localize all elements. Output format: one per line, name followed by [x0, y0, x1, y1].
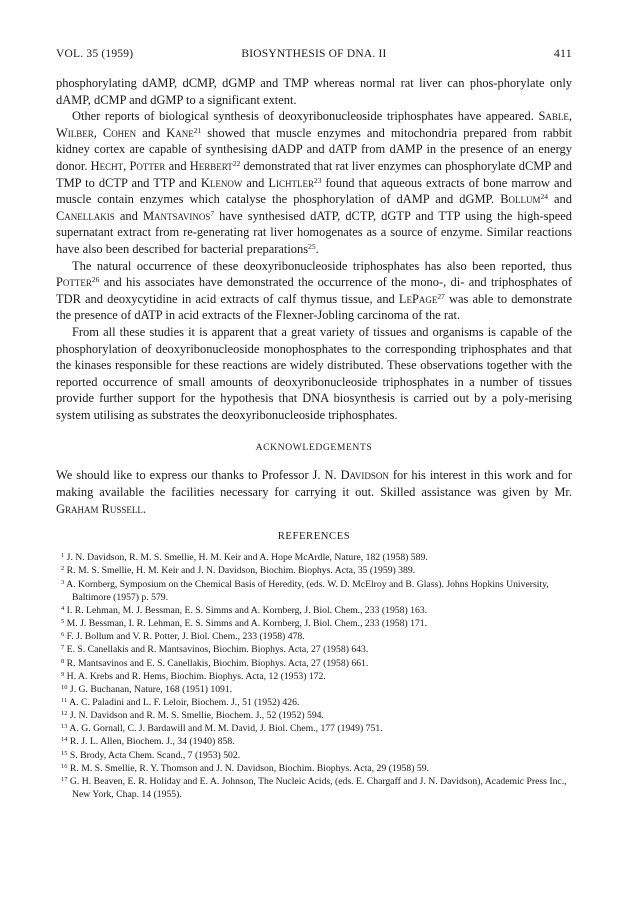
reference-text: H. A. Krebs and R. Hems, Biochim. Biophys. Acta, 12 (1953) 172. — [64, 670, 326, 682]
citation-superscript: 25 — [308, 241, 316, 251]
reference-item — [56, 722, 572, 735]
reference-number: 2 — [61, 565, 65, 573]
citation-superscript: 26 — [91, 275, 100, 285]
reference-item — [56, 643, 572, 656]
acknowledgements-text — [56, 467, 572, 517]
author-name: Potter — [56, 275, 92, 290]
reference-item — [56, 735, 572, 748]
author-name: Canellakis — [56, 208, 115, 223]
citation-superscript: 21 — [193, 125, 202, 135]
reference-text: J. N. Davidson and R. M. S. Smellie, Biochem. J., 52 (1952) 594. — [67, 710, 324, 722]
page-number: 411 — [553, 46, 572, 60]
author-name: Klenow — [200, 175, 243, 190]
author-name: Herbert — [189, 158, 233, 173]
reference-number: 16 — [61, 762, 68, 770]
reference-item — [56, 775, 572, 801]
reference-text: J. N. Davidson, R. M. S. Smellie, H. M. Keir and A. Hope McArdle, Nature, 182 (1958) 589. — [64, 552, 428, 564]
citation-superscript: 22 — [232, 158, 241, 168]
paragraph — [56, 258, 572, 324]
volume-label: VOL. 35 (1959) — [56, 48, 134, 60]
reference-item — [56, 749, 572, 762]
reference-number: 9 — [61, 670, 65, 678]
text-run: and — [547, 192, 572, 207]
text-run: demonstrated that rat liver enzymes can phosphorylate dCMP and TMP to dCTP and TTP and — [56, 158, 572, 190]
text-run: From all these studies it is apparent that a great variety of tissues and organisms is capable of the phosphorylation of deoxyribonucleoside monophosphates to the corresponding triphosphates and that the kinases responsible for these reactions are widely distributed. These observations together with the reported occurrence of small amounts of deoxyribonucleoside triphosphates in a number of tissues provide further support for the hypothesis that DNA biosynthesis is carried out by a poly-merising system utilising as substrates the deoxyribonucleoside triphosphates. — [56, 324, 572, 422]
reference-item — [56, 630, 572, 643]
text-run: found that aqueous extracts of bone marrow and muscle contain enzymes which catalyse the phosphorylation of dAMP and dGMP. — [56, 175, 572, 207]
acknowledgements-section — [56, 467, 572, 517]
reference-number: 13 — [61, 723, 68, 731]
text-run: The natural occurrence of these deoxyribonucleoside triphosphates has also been reported, thus — [72, 258, 572, 273]
reference-number: 15 — [61, 749, 68, 757]
author-name: Davidson — [340, 468, 389, 483]
text-run: and — [136, 125, 167, 140]
reference-number: 4 — [61, 604, 65, 612]
reference-number: 14 — [61, 736, 68, 744]
reference-number: 8 — [61, 657, 65, 665]
reference-text: E. S. Canellakis and R. Mantsavinos, Biochim. Biophys. Acta, 27 (1958) 643. — [64, 644, 369, 656]
reference-number: 6 — [61, 631, 65, 639]
reference-number: 1 — [61, 552, 65, 560]
text-run: and — [114, 208, 143, 223]
text-run: and — [242, 175, 269, 190]
reference-list — [56, 551, 572, 801]
text-run: . — [142, 501, 147, 516]
text-run: have synthesised dATP, dCTP, dGTP and TTP using the high-speed supernatant extract from re-generating rat liver homogenates as a source of enzyme. Similar reactions have also been described for bacterial preparations — [56, 208, 572, 256]
reference-text: R. M. S. Smellie, H. M. Keir and J. N. Davidson, Biochim. Biophys. Acta, 35 (1959) 389. — [64, 565, 416, 577]
reference-number: 10 — [61, 683, 68, 691]
author-name: Kane — [166, 125, 194, 140]
paragraph — [56, 324, 572, 424]
reference-number: 11 — [61, 696, 68, 704]
running-header — [56, 46, 572, 61]
reference-text: R. J. L. Allen, Biochem. J., 34 (1940) 858. — [67, 736, 235, 748]
reference-number: 5 — [61, 618, 65, 626]
reference-number: 3 — [61, 578, 65, 586]
reference-item — [56, 683, 572, 696]
author-name: Hecht, Potter — [90, 158, 166, 173]
reference-number: 12 — [61, 710, 68, 718]
citation-superscript: 23 — [313, 175, 322, 185]
author-name: Sable, Wilber, Cohen — [56, 109, 572, 140]
author-name: Lichtler — [268, 175, 314, 190]
text-run: Other reports of biological synthesis of deoxyribonucleoside triphosphates have appeared. — [72, 109, 539, 124]
author-name: Bollum — [500, 192, 541, 207]
citation-superscript: 7 — [210, 208, 215, 218]
reference-number: 17 — [61, 775, 68, 783]
citation-superscript: 27 — [437, 291, 445, 301]
paragraph — [56, 108, 572, 257]
author-name: LePage — [398, 291, 438, 306]
citation-superscript: 24 — [540, 192, 548, 202]
reference-item — [56, 696, 572, 709]
reference-item — [56, 578, 572, 604]
references-heading: REFERENCES — [277, 531, 351, 543]
reference-text: I. R. Lehman, M. J. Bessman, E. S. Simms and A. Kornberg, J. Biol. Chem., 233 (1958) 163. — [64, 604, 428, 616]
text-run: and his associates have demonstrated the occurrence of the mono-, di- and triphosphates of TDR and deoxycytidine in acid extracts of calf thymus tissue, and — [56, 275, 572, 306]
reference-item — [56, 762, 572, 775]
journal-page — [56, 46, 572, 801]
reference-item — [56, 564, 572, 577]
reference-text: A. C. Paladini and L. F. Leloir, Biochem. J., 51 (1952) 426. — [67, 696, 300, 708]
text-run: for his interest in this work and for making available the facilities necessary for carrying it out. Skilled assistance was given by Mr. — [56, 468, 572, 500]
text-run: and — [165, 158, 190, 173]
reference-item — [56, 709, 572, 722]
reference-number: 7 — [61, 644, 65, 652]
text-run: . — [315, 241, 319, 256]
reference-text: F. J. Bollum and V. R. Potter, J. Biol. Chem., 233 (1958) 478. — [64, 631, 305, 643]
article-body — [56, 75, 572, 423]
text-run: We should like to express our thanks to Professor J. N. — [56, 468, 341, 483]
reference-item — [56, 670, 572, 683]
running-title: BIOSYNTHESIS OF DNA. II — [241, 48, 387, 60]
reference-item — [56, 551, 572, 564]
text-run: phosphorylating dAMP, dCMP, dGMP and TMP whereas normal rat liver can phos-phorylate only dAMP, dCMP and dGMP to a significant extent. — [56, 76, 572, 107]
reference-item — [56, 657, 572, 670]
author-name: Mantsavinos — [142, 208, 211, 223]
author-name: Graham Russell — [56, 501, 143, 516]
reference-text: J. G. Buchanan, Nature, 168 (1951) 1091. — [67, 683, 233, 695]
acknowledgements-heading: ACKNOWLEDGEMENTS — [255, 442, 373, 454]
text-run: showed that muscle enzymes and mitochondria prepared from rabbit kidney cortex are capable of synthesising dADP and dATP from dAMP in the presence of an energy donor. — [56, 125, 572, 173]
text-run: was able to demonstrate the presence of dATP in acid extracts of the Flexner-Jobling carcinoma of the rat. — [56, 291, 572, 323]
paragraph — [56, 75, 572, 108]
reference-text: S. Brody, Acta Chem. Scand., 7 (1953) 502. — [67, 749, 241, 761]
reference-text: R. M. S. Smellie, R. Y. Thomson and J. N. Davidson, Biochim. Biophys. Acta, 29 (1958) 59. — [67, 762, 429, 774]
reference-text: A. Kornberg, Symposium on the Chemical Basis of Heredity, (eds. W. D. McElroy and B. Glass). Johns Hopkins University, Baltimore (1957) p. 579. — [64, 578, 549, 603]
reference-text: G. H. Beaven, E. R. Holiday and E. A. Johnson, The Nucleic Acids, (eds. E. Chargaff and J. N. Davidson), Academic Press Inc., New York, Chap. 14 (1955). — [67, 775, 567, 801]
reference-item — [56, 617, 572, 630]
reference-text: M. J. Bessman, I. R. Lehman, E. S. Simms and A. Kornberg, J. Biol. Chem., 233 (1958) 171. — [64, 618, 428, 630]
reference-item — [56, 604, 572, 617]
reference-text: R. Mantsavinos and E. S. Canellakis, Biochim. Biophys. Acta, 27 (1958) 661. — [64, 657, 369, 669]
reference-text: A. G. Gornall, C. J. Bardawill and M. M. David, J. Biol. Chem., 177 (1949) 751. — [67, 723, 383, 735]
